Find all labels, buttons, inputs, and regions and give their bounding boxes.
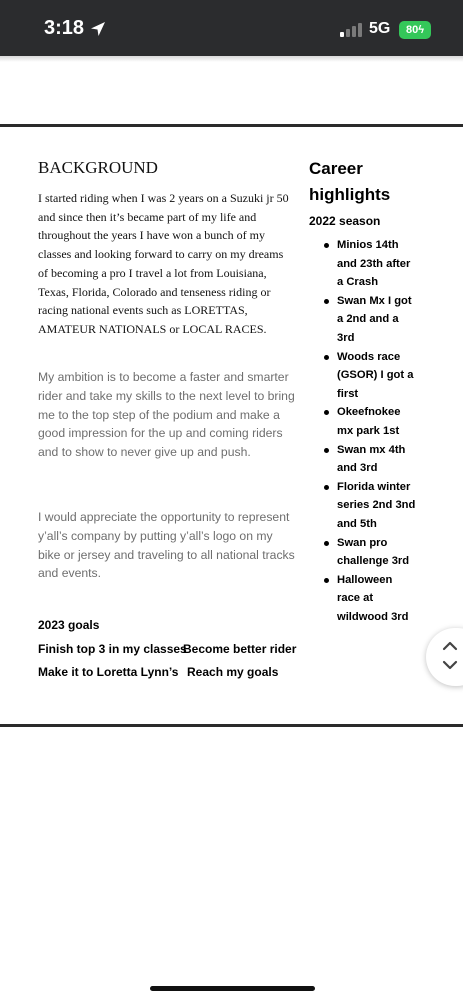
appreciation-paragraph: I would appreciate the opportunity to represent y’all’s company by putting y’all’s logo on my bike or jersey and traveling to all national tracks and events. [38,510,295,581]
status-bar-shadow [0,56,463,62]
status-bar [0,0,463,56]
scroll-up-down-icon [442,640,458,672]
highlight-item: Florida winter series 2nd 3nd and 5th [309,478,417,534]
highlight-item: Halloween race at wildwood 3rd [309,571,417,627]
charging-bolt-icon: ϟ [418,24,425,36]
career-highlights-heading: Career highlights [309,159,391,204]
highlights-list [309,236,417,626]
goal-item: Finish top 3 in my classes [38,642,187,656]
battery-indicator [399,21,431,39]
goal-item: Reach my goals [187,665,279,679]
battery-level: 80 [405,24,419,36]
network-type: 5G [369,20,391,37]
bottom-divider [0,724,463,727]
highlight-item: Swan pro challenge 3rd [309,534,417,571]
scroll-page-button[interactable] [426,628,463,686]
status-time: 3:18 [44,17,85,39]
highlight-item: Woods race (GSOR) I got a first [309,348,417,404]
season-heading: 2022 season [309,214,381,228]
highlight-item: Minios 14th and 23th after a Crash [309,236,417,292]
highlight-item: Swan Mx I got a 2nd and a 3rd [309,292,417,348]
background-paragraph: I started riding when I was 2 years on a Suzuki jr 50 and since then it’s became part of my life and throughout the years I have won a bunch of my classes and looking forward to carry on my dreams of becoming a pro I travel a lot from Louisiana, Texas, Florida, Colorado and tenseness riding or racing national events such as LORETTAS, AMATEUR NATIONALS or LOCAL RACES. [38,191,289,336]
goals-heading: 2023 goals [38,618,100,632]
goal-item: Make it to Loretta Lynn’s [38,665,179,679]
home-indicator[interactable] [150,986,315,991]
location-arrow-icon [89,20,107,38]
goal-item: Become better rider [183,642,297,656]
background-heading: BACKGROUND [38,158,158,177]
highlight-item: Okeefnokee mx park 1st [309,403,417,440]
cellular-signal-icon [340,23,364,37]
top-divider [0,124,463,127]
ambition-paragraph: My ambition is to become a faster and smarter rider and take my skills to the next level to bring me to the top step of the podium and make a good impression for the up and coming riders and to show to never give up and push. [38,370,295,460]
highlight-item: Swan mx 4th and 3rd [309,441,417,478]
